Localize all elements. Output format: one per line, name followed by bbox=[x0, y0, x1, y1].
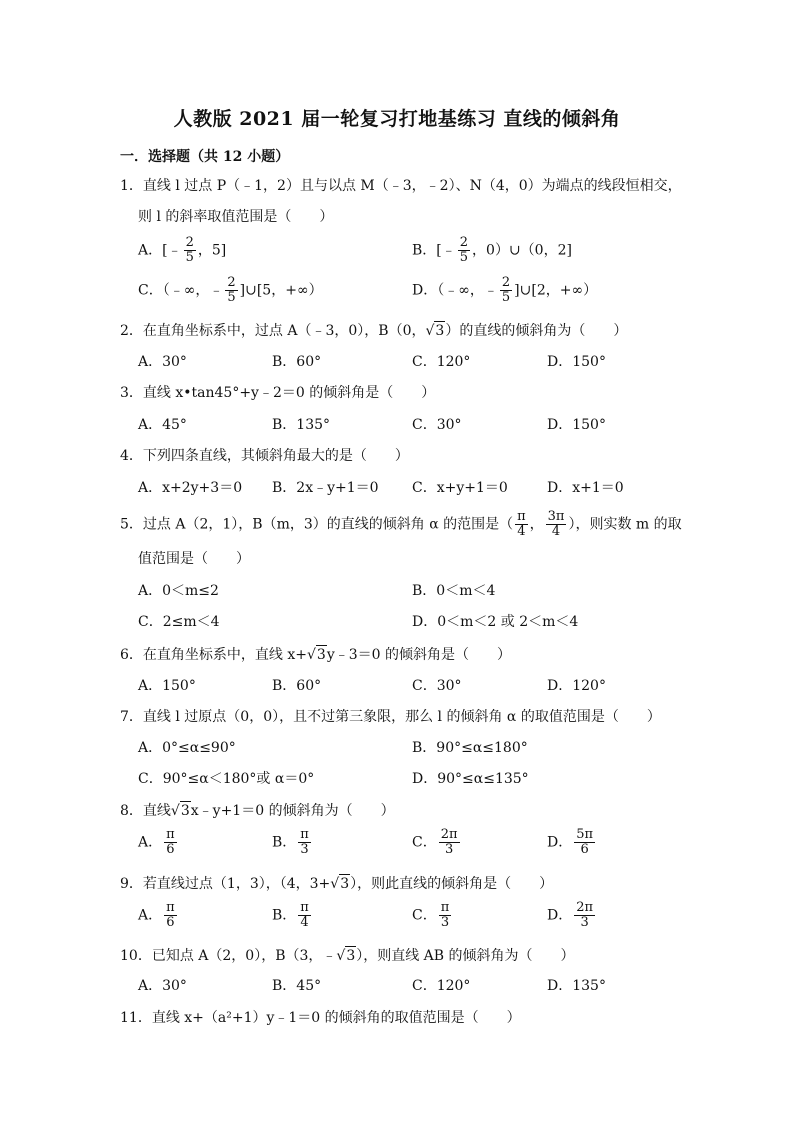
question-7-option-c: C．90°≤α＜180°或 α＝0° bbox=[138, 771, 315, 787]
question-5-option-b: B．0＜m＜4 bbox=[412, 583, 496, 599]
question-1-option-a: A．[﹣ $\frac{2}{5}$ ，5] bbox=[138, 235, 227, 265]
question-5-stem: 5．过点 A（2，1），B（m，3）的直线的倾斜角 α 的范围是（ $\frac{\pi}{4}$ ， $\frac{3\pi}{4}$ ），则实数 m 的取 bbox=[120, 509, 682, 539]
question-10-option-b: B．45° bbox=[272, 978, 322, 994]
question-2-option-c: C．120° bbox=[412, 354, 471, 370]
question-9-option-d: D． $\frac{2\pi}{3}$ bbox=[547, 900, 594, 930]
question-9-stem: 9．若直线过点（1，3），（4，3+√3），则此直线的倾斜角是（ ） bbox=[120, 876, 554, 892]
question-5-option-a: A．0＜m≤2 bbox=[138, 583, 219, 599]
question-10-stem: 10．已知点 A（2，0），B（3，﹣√3），则直线 AB 的倾斜角为（ ） bbox=[120, 948, 575, 964]
question-7-stem: 7．直线 l 过原点（0，0），且不过第三象限，那么 l 的倾斜角 α 的取值范围是（ ） bbox=[120, 709, 661, 725]
question-3-option-b: B．135° bbox=[272, 417, 331, 433]
question-4-stem: 4．下列四条直线，其倾斜角最大的是（ ） bbox=[120, 448, 409, 464]
question-3-stem: 3．直线 x•tan45°+y﹣2＝0 的倾斜角是（ ） bbox=[120, 385, 436, 401]
question-9-option-c: C． $\frac{\pi}{3}$ bbox=[412, 900, 450, 930]
question-9-option-b: B． $\frac{\pi}{4}$ bbox=[272, 900, 309, 930]
question-10-option-a: A．30° bbox=[138, 978, 187, 994]
question-8-option-d: D． $\frac{5\pi}{6}$ bbox=[547, 827, 594, 857]
question-4-option-d: D．x+1＝0 bbox=[547, 480, 624, 496]
question-4-option-b: B．2x﹣y+1＝0 bbox=[272, 480, 379, 496]
question-1-option-d: D．（﹣∞，﹣ $\frac{2}{5}$ ]∪[2，+∞） bbox=[412, 275, 598, 305]
question-5-option-c: C．2≤m＜4 bbox=[138, 614, 220, 630]
question-9-option-a: A． $\frac{\pi}{6}$ bbox=[138, 900, 175, 930]
question-1-option-b: B．[﹣ $\frac{2}{5}$ ，0）∪（0，2] bbox=[412, 235, 572, 265]
question-11-stem: 11．直线 x+（a²+1）y﹣1＝0 的倾斜角的取值范围是（ ） bbox=[120, 1010, 521, 1026]
page-title: 人教版 2021 届一轮复习打地基练习 直线的倾斜角 bbox=[173, 108, 621, 130]
question-1-option-c: C．（﹣∞，﹣ $\frac{2}{5}$ ]∪[5，+∞） bbox=[138, 275, 323, 305]
question-6-option-b: B．60° bbox=[272, 678, 322, 694]
question-10-option-c: C．120° bbox=[412, 978, 471, 994]
question-4-option-a: A．x+2y+3＝0 bbox=[138, 480, 243, 496]
question-6-option-c: C．30° bbox=[412, 678, 462, 694]
question-8-option-a: A． $\frac{\pi}{6}$ bbox=[138, 827, 175, 857]
question-7-option-d: D．90°≤α≤135° bbox=[412, 771, 529, 787]
question-8-option-c: C． $\frac{2\pi}{3}$ bbox=[412, 827, 458, 857]
question-2-stem: 2．在直角坐标系中，过点 A（﹣3，0），B（0，√3）的直线的倾斜角为（ ） bbox=[120, 323, 628, 339]
question-3-option-c: C．30° bbox=[412, 417, 462, 433]
question-8-stem: 8．直线√3x﹣y+1＝0 的倾斜角为（ ） bbox=[120, 803, 395, 819]
question-1-stem: 1．直线 l 过点 P（﹣1，2）且与以点 M（﹣3，﹣2）、N（4，0）为端点的线段恒相交， bbox=[120, 178, 682, 194]
question-8-option-b: B． $\frac{\pi}{3}$ bbox=[272, 827, 309, 857]
question-6-option-a: A．150° bbox=[138, 678, 196, 694]
question-2-option-b: B．60° bbox=[272, 354, 322, 370]
question-4-option-c: C．x+y+1＝0 bbox=[412, 480, 508, 496]
question-1-stem-cont: 则 l 的斜率取值范围是（ ） bbox=[138, 209, 334, 225]
question-5-stem-cont: 值范围是（ ） bbox=[138, 551, 250, 567]
question-10-option-d: D．135° bbox=[547, 978, 606, 994]
question-7-option-b: B．90°≤α≤180° bbox=[412, 740, 528, 756]
question-7-option-a: A．0°≤α≤90° bbox=[138, 740, 236, 756]
question-5-option-d: D．0＜m＜2 或 2＜m＜4 bbox=[412, 614, 579, 630]
section-heading: 一．选择题（共 12 小题） bbox=[120, 149, 290, 165]
question-6-stem: 6．在直角坐标系中，直线 x+√3y﹣3＝0 的倾斜角是（ ） bbox=[120, 647, 512, 663]
question-2-option-d: D．150° bbox=[547, 354, 606, 370]
question-6-option-d: D．120° bbox=[547, 678, 606, 694]
question-2-option-a: A．30° bbox=[138, 354, 187, 370]
question-3-option-d: D．150° bbox=[547, 417, 606, 433]
question-3-option-a: A．45° bbox=[138, 417, 187, 433]
